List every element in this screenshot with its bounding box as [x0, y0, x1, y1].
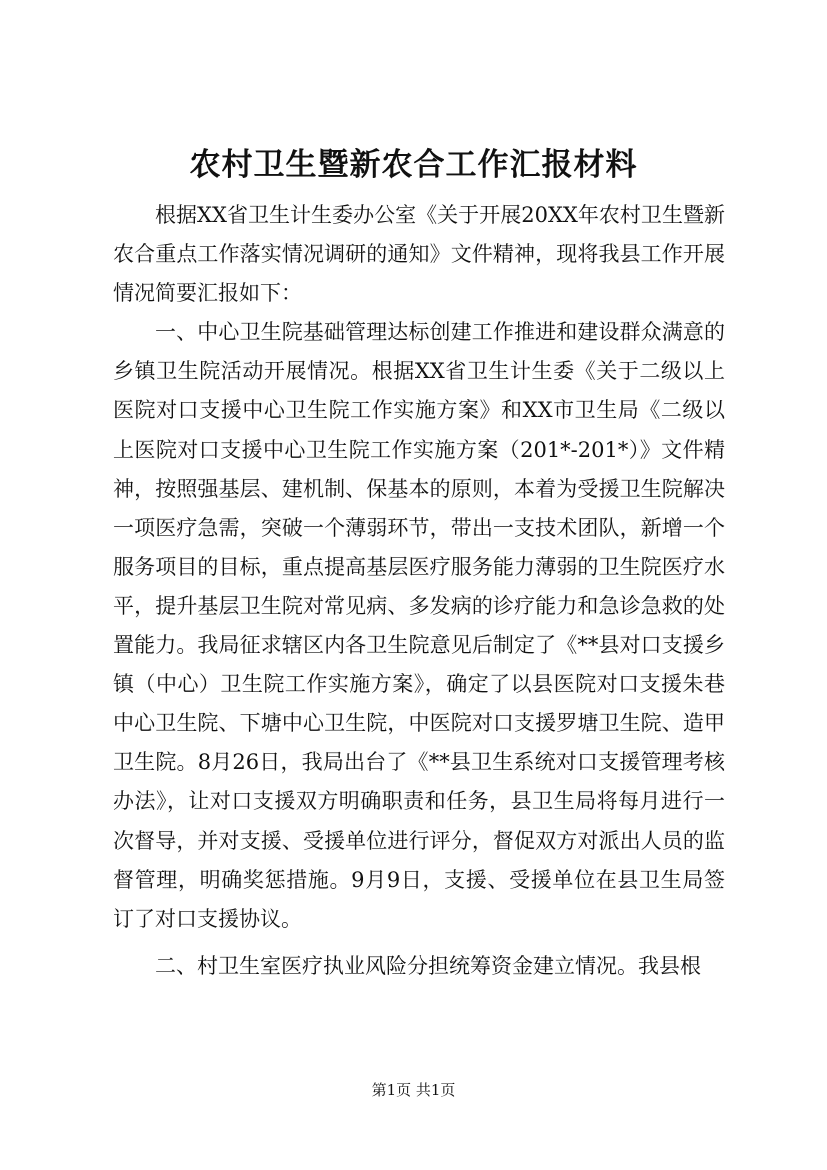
paragraph-section-one: 一、中心卫生院基础管理达标创建工作推进和建设群众满意的乡镇卫生院活动开展情况。根据XX省卫生计生委《关于二级以上医院对口支援中心卫生院工作实施方案》和XX市卫生局《二级以上医院对口支援中心卫生院工作实施方案（201*-201*）》文件精神，按照强基层、建机制、保基本的原则，本着为受援卫生院解决一项医疗急需，突破一个薄弱环节，带出一支技术团队，新增一个服务项目的目标，重点提高基层医疗服务能力薄弱的卫生院医疗水平，提升基层卫生院对常见病、多发病的诊疗能力和急诊急救的处置能力。我局征求辖区内各卫生院意见后制定了《**县对口支援乡镇（中心）卫生院工作实施方案》，确定了以县医院对口支援朱巷中心卫生院、下塘中心卫生院，中医院对口支援罗塘卫生院、造甲卫生院。8月26日，我局出台了《**县卫生系统对口支援管理考核办法》，让对口支援双方明确职责和任务，县卫生局将每月进行一次督导，并对支援、受援单位进行评分，督促双方对派出人员的监督管理，明确奖惩措施。9月9日，支援、受援单位在县卫生局签订了对口支援协议。	[113, 320, 725, 931]
page-footer: 第1页 共1页	[371, 1081, 456, 1099]
document-body	[113, 196, 725, 986]
paragraph-intro: 根据XX省卫生计生委办公室《关于开展20XX年农村卫生暨新农合重点工作落实情况调研的通知》文件精神，现将我县工作开展情况简要汇报如下：	[113, 203, 725, 306]
document-title: 农村卫生暨新农合工作汇报材料	[189, 147, 638, 183]
paragraph-section-two: 二、村卫生室医疗执业风险分担统筹资金建立情况。我县根	[155, 953, 701, 978]
